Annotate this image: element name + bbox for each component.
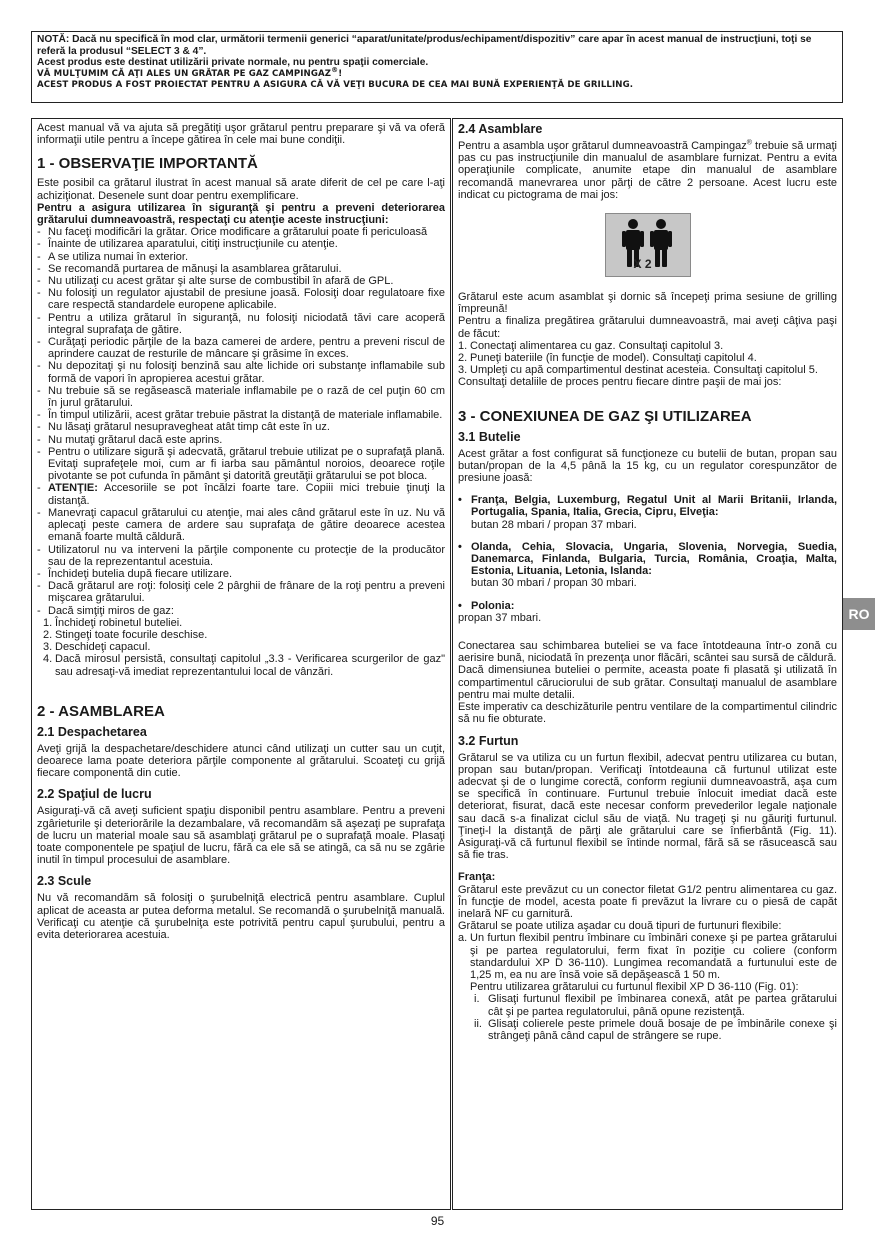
safety-item: - Manevraţi capacul grătarului cu atenţie, mai ales când grătarul este în uz. Nu vă aplecaţi peste camera de ardere sau suprafaţa de gătire deoarece acestea emană foarte multă căldură.: [37, 507, 445, 544]
safety-item: - Nu mutaţi grătarul dacă este aprins.: [37, 434, 445, 446]
section-3-title: 3 - CONEXIUNEA DE GAZ ŞI UTILIZAREA: [458, 407, 752, 425]
franta-label: Franţa:: [458, 871, 496, 884]
notice-line-1: NOTĂ: Dacă nu specifică în mod clar, următorii termenii generici “aparat/unitate/produs/echipament/dispozitiv” care apar în acest manual de instrucţiuni, toţi se referă la produsul “SELECT 3 & 4”.: [37, 34, 812, 57]
safety-item: - Nu lăsaţi grătarul nesupravegheat atât timp cât este în uz.: [37, 421, 445, 433]
franta-text-2: Grătarul se poate utiliza aşadar cu două tipuri de furtunuri flexibile:: [458, 920, 782, 933]
franta-text: Grătarul este prevăzut cu un conector filetat G1/2 pentru alimentarea cu gaz. În funcţie de model, acesta poate fi prevăzut la livrare cu o piesă de capăt inelară NF cu garnitură.: [458, 883, 837, 920]
pressure-group-2: butan 30 mbari / propan 30 mbari.: [471, 577, 637, 590]
safety-item: - Nu trebuie să se regăsească materiale inflamabile pe o rază de cel puţin 60 cm în jurul grătarului.: [37, 385, 445, 409]
details-text: Consultaţi detaliile de proces pentru fiecare dintre paşii de mai jos:: [458, 376, 782, 389]
safety-item: - A se utiliza numai în exterior.: [37, 251, 445, 263]
section-2-1-title: 2.1 Despachetarea: [37, 724, 147, 739]
section-2-4-title: 2.4 Asamblare: [458, 122, 543, 136]
list-item: 1. Conectaţi alimentarea cu gaz. Consultaţi capitolul 3.: [458, 339, 724, 352]
assembled-text: Grătarul este acum asamblat şi dornic să începeţi prima sesiune de grilling împreună!: [458, 291, 837, 316]
section-1-title: 1 - OBSERVAŢIE IMPORTANTĂ: [37, 155, 258, 173]
list-item: 3. Deschideţi capacul.: [43, 641, 151, 654]
section-3-1-title: 3.1 Butelie: [458, 429, 521, 444]
cylinder-change-text: Conectarea sau schimbarea buteliei se va face întotdeauna într-o zonă cu aerisire bună, niciodată în prezenţa unor flăcări, scântei sau sursă de căldură.: [458, 640, 837, 665]
final-steps-intro: Pentru a finaliza pregătirea grătarului dumneavoastră, mai aveţi câţiva paşi de făcut:: [458, 315, 837, 340]
list-item: ii. Glisaţi colierele peste primele două bosaje de pe îmbinările conexe şi strângeţi până când capul de strângere se rupe.: [474, 1017, 837, 1042]
list-item: 3. Umpleţi cu apă compartimentul destinat acesteia. Consultaţi capitolul 5.: [458, 364, 818, 377]
safety-item: - Pentru a utiliza grătarul în siguranţă, nu folosiţi niciodată tăvi care acoperă integral suprafaţa de gătire.: [37, 312, 445, 336]
left-column: [31, 118, 451, 1210]
section-2-3-title: 2.3 Scule: [37, 874, 92, 889]
safety-item: - Utilizatorul nu va interveni la părţile componente cu protecţie de la producător sau de la reprezentantul acestuia.: [37, 544, 445, 568]
safety-item: - Nu faceţi modificări la grătar. Orice modificare a grătarului poate fi periculoasă: [37, 226, 445, 238]
ventilation-text: Este imperativ ca deschizăturile pentru ventilare de la compartimentul cilindric să nu fie obturate.: [458, 701, 837, 726]
notice-line-2: Acest produs este destinat utilizării private normale, nu pentru spaţii comerciale.: [37, 57, 429, 69]
language-tab: RO: [843, 598, 875, 630]
countries-group-3: • Polonia:: [458, 600, 837, 612]
safety-list: [37, 226, 445, 617]
countries-group-1: • Franţa, Belgia, Luxemburg, Regatul Unit al Marii Britanii, Irlanda, Portugalia, Spania, Italia, Grecia, Cipru, Elveţia:: [458, 494, 837, 518]
safety-item: - Nu folosiţi un regulator ajustabil de presiune joasă. Folosiţi doar regulatoare fixe care respectă standardele europene aplicabile.: [37, 287, 445, 311]
countries-group-2: • Olanda, Cehia, Slovacia, Ungaria, Slovenia, Norvegia, Suedia, Danemarca, Finlanda, Bulgaria, Turcia, România, Croaţia, Malta, Estonia, Lituania, Letonia, Islanda:: [458, 541, 837, 578]
pressure-group-1: butan 28 mbari / propan 37 mbari.: [471, 518, 637, 531]
section-3-2-title: 3.2 Furtun: [458, 733, 519, 748]
section-2-2-text: Asiguraţi-vă că aveţi suficient spaţiu disponibil pentru asamblare. Pentru a preveni zgârieturile şi deteriorările la dezambalare, vă recomandăm să aşezaţi pe suprafaţa de lucru un material moale sau să asamblaţi grătarul pe o suprafaţă moale. Plasaţi toate componentele pe spaţiul de lucru, fără ca ele să se atingă, ca să nu se zgârie inutil în timpul procesului de asamblare.: [37, 805, 445, 867]
list-item: i. Glisaţi furtunul flexibil pe îmbinarea conexă, atât pe partea grătarului cât şi pe partea regulatorului, până opune rezistenţă.: [474, 993, 837, 1018]
safety-item: - Dacă grătarul are roţi: folosiţi cele 2 pârghii de frânare de la roţi pentru a preveni mişcarea grătarului.: [37, 580, 445, 604]
safety-item: - Nu depozitaţi şi nu folosiţi benzină sau alte lichide ori substanţe inflamabile sub formă de vapori în apropierea acestui grătar.: [37, 360, 445, 384]
notice-line-4: ACEST PRODUS A FOST PROIECTAT PENTRU A ASIGURA CĂ VĂ VEŢI BUCURA DE CEA MAI BUNĂ EXPERIENŢĂ DE GRILLING.: [37, 80, 634, 91]
list-item: 1. Închideţi robinetul buteliei.: [43, 616, 183, 629]
section-2-title: 2 - ASAMBLAREA: [37, 702, 165, 720]
section-2-1-text: Aveţi grijă la despachetare/deschidere atunci când utilizaţi un cutter sau un cuţit, deoarece lama poate deteriora părţile componente al grătarului. Scoateţi cu grijă fiecare componentă din cutie.: [37, 742, 445, 780]
safety-item: - Se recomandă purtarea de mănuşi la asamblarea grătarului.: [37, 263, 445, 275]
safety-item: - Nu utilizaţi cu acest grătar şi alte surse de combustibil în afară de GPL.: [37, 275, 445, 287]
section-3-2-text: Grătarul se va utiliza cu un furtun flexibil, adecvat pentru utilizarea cu butan, propan sau butan/propan. Verificaţi întotdeauna că furtunul utilizat este adecvat şi de o lungime corectă, conform regiunii dumneavoastră, aşa cum se specifică în continuare. Furtunul trebuie înlocuit imediat dacă este deteriorat, fisurat, dacă este necesar conform prevederilor legale naţionale sau dacă s-a finalizat ciclul său de viaţă. Nu trageţi şi nu găuriţi furtunul. Ţineţi-l la distanţă de părţi ale grătarului care se înfierbântă (Fig. 11). Asiguraţi-vă că furtunul flexibil se întinde normal, fără să se răsucească sau să fie tras.: [458, 751, 837, 862]
section-1-bold-instructions: Pentru a asigura utilizarea în siguranţă şi pentru a preveni deteriorarea grătarului dumneavoastră, respectaţi cu atenţie aceste instrucţiuni:: [37, 201, 445, 227]
section-3-1-text: Acest grătar a fost configurat să funcţioneze cu butelii de butan, propan sau butan/propan de la 4,5 până la 15 kg, cu un regulator corespunzător de presiune joasă:: [458, 447, 837, 485]
notice-line-3: VĂ MULŢUMIM CĂ AŢI ALES UN GRĂTAR PE GAZ CAMPINGAZ®!: [37, 65, 343, 79]
safety-item: - În timpul utilizării, acest grătar trebuie păstrat la distanţă de materiale inflamabile.: [37, 409, 445, 421]
two-persons-icon: [605, 213, 691, 277]
safety-item: - Curăţaţi periodic părţile de la baza camerei de ardere, pentru a preveni riscul de aprindere cauzat de resturile de mâncare şi grăsime în exces.: [37, 336, 445, 360]
gas-smell-steps: [37, 617, 445, 678]
final-steps-list: [458, 340, 837, 377]
hose-option-a-usage: Pentru utilizarea grătarului cu furtunul flexibil XP D 36-110 (Fig. 01):: [470, 981, 799, 994]
list-item: 4. Dacă mirosul persistă, consultaţi capitolul „3.3 - Verificarea scurgerilor de gaz" sau adresaţi-vă imediat reprezentantului local de vânzări.: [43, 653, 445, 678]
hose-option-a: a. Un furtun flexibil pentru îmbinare cu îmbinări conexe şi pe partea grătarului şi pe partea regulatorului, ferm fixat în poziţie cu coliere (conform standardului XP D 36-110). Lungimea recomandată a furtunului este de 1,25 m, ea nu are însă voie să depăşească 1 50 m. Pentru utilizarea grătarului cu furtunul flexibil XP D 36-110 (Fig. 01): i. Glisaţi furtunul flexibil pe îmbinarea conexă, atât pe partea grătarului cât şi pe partea regulatorului, până opune rezistenţă. ii. Glisaţi colierele peste primele două bosaje de pe îmbinările conexe şi strângeţi până când capul de strângere se rupe.: [458, 932, 837, 1042]
pictogram-label: X 2: [633, 257, 652, 272]
section-2-4-text: Pentru a asambla uşor grătarul dumneavoastră Campingaz® trebuie să urmaţi pas cu pas instrucţiunile din manualul de asamblare furnizat. Pentru a evita operaţiunile complicate, anumite etape din manualul de asamblare recomandă manevrarea unor părţi de către 2 persoane. Acest lucru este indicat cu pictograma de mai jos:: [458, 139, 837, 201]
list-item: 2. Puneţi bateriile (în funcţie de model). Consultaţi capitolul 4.: [458, 352, 757, 365]
hose-steps: [470, 993, 837, 1042]
cylinder-placement-text: Dacă dimensiunea buteliei o permite, aceasta poate fi plasată şi utilizată în compartimentul căruciorului de sub grătar. Consultaţi manualul de asamblare pentru mai multe detalii.: [458, 664, 837, 701]
notice-box: [31, 31, 843, 103]
list-item: 2. Stingeţi toate focurile deschise.: [43, 628, 208, 641]
page-number: 95: [430, 1214, 445, 1228]
pressure-group-3: propan 37 mbari.: [458, 611, 542, 624]
section-2-2-title: 2.2 Spaţiul de lucru: [37, 787, 152, 802]
section-2-3-text: Nu vă recomandăm să folosiţi o şurubelniţă electrică pentru asamblare. Cuplul aplicat de aceasta ar putea deforma metalul. Se recomandă o şurubelniţă manuală. Verificaţi cu atenţie că şurubelniţa este potrivită pentru capul şurubului, pentru a evita deteriorarea acestuia.: [37, 892, 445, 941]
safety-item: - Pentru o utilizare sigură şi adecvată, grătarul trebuie utilizat pe o suprafaţă plană. Evitaţi suprafeţele moi, cum ar fi iarba sau pământul noroios, deoarece roţile pivotante se pot cufunda în pământ şi datorită greutăţii grătarului se pot bloca.: [37, 446, 445, 483]
section-1-paragraph: Este posibil ca grătarul ilustrat în acest manual să arate diferit de cel pe care l-aţi achiziţionat. Desenele sunt doar pentru exemplificare.: [37, 177, 445, 202]
intro-text: Acest manual vă va ajuta să pregătiţi uşor grătarul pentru preparare şi vă va oferă informaţii utile pentru a începe gătirea în cele mai bune condiţii.: [37, 122, 445, 147]
safety-item: - Închideţi butelia după fiecare utilizare.: [37, 568, 445, 580]
right-column: [452, 118, 843, 1210]
safety-item-atentie: - ATENŢIE: Accesoriile se pot încălzi foarte tare. Copiii mici trebuie ţinuţi la distanţă.: [37, 482, 445, 506]
safety-item: - Înainte de utilizarea aparatului, citiţi instrucţiunile cu atenţie.: [37, 238, 445, 250]
safety-item: - Dacă simţiţi miros de gaz:: [37, 605, 445, 617]
